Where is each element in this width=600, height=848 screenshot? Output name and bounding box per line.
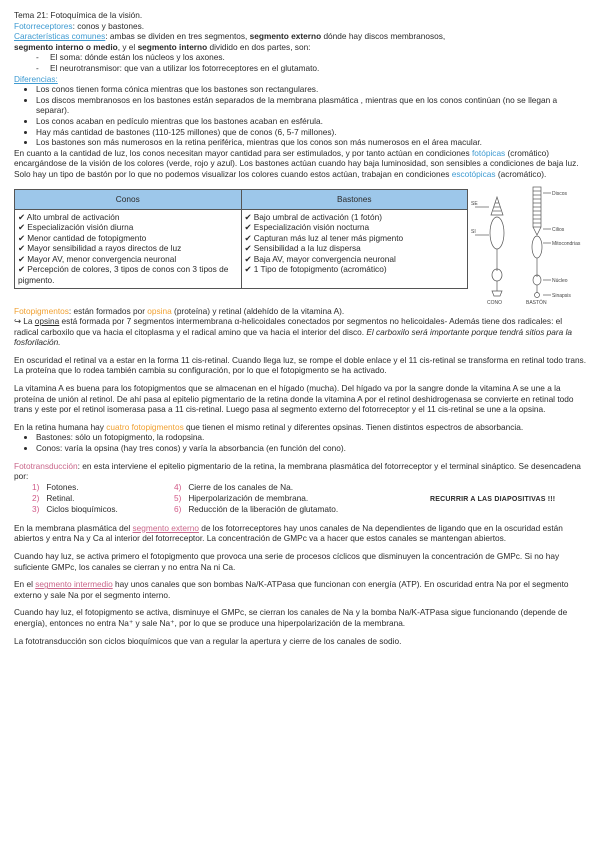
text-span: dónde hay discos membranosos,	[321, 31, 446, 42]
table-line: ✔ Especialización visión nocturna	[244, 222, 370, 233]
list-item: • Conos: varía la opsina (hay tres conos) y varía la absorbancia (en función del cono).	[36, 443, 586, 454]
list-item: - El neurotransmisor: que van a utilizar los fotorreceptores en el glutamato.	[50, 63, 586, 74]
segmento-intermedio-link: segmento intermedio	[35, 579, 113, 590]
intermedio-paragraph	[14, 579, 586, 600]
table-line: ✔ Especialización visión diurna	[18, 222, 134, 233]
table-line: ✔ Mayor AV, menor convergencia neuronal	[18, 253, 177, 264]
step-number: 6)	[174, 503, 182, 514]
table-line: ✔ Percepción de colores, 3 tipos de conos con 3 tipos de pigmento.	[18, 264, 229, 286]
bold-term: segmento interno	[137, 41, 208, 52]
figure-label: Mitocondrias	[552, 240, 581, 247]
step-number: 3)	[32, 503, 40, 514]
step-text: Ciclos bioquímicos.	[46, 503, 118, 514]
text-span: (cromático) encargándose de la visión de los colores (verde, rojo y azul). Los bastones actúan cuando hay baja luminosidad, son sensibles a condiciones de baja luz. Solo hay un tipo de bastón por lo que no podemos visualizar los colores cuando estos actúan, trabajan en condiciones	[14, 147, 579, 179]
text-span: dividido en dos partes, son:	[207, 41, 311, 52]
figure-label: CONO	[487, 299, 502, 305]
oscuridad-paragraph: En oscuridad el retinal va a estar en la forma 11 cis-retinal. Cuando llega luz, se rompe el doble enlace y el 11 cis-retinal se transforma en retinal todo trans. La proteína que lo rodea también cambia su configuración, por lo que el fotopigmento se ha activado.	[14, 354, 587, 376]
table-header-bastones: Bastones	[241, 189, 468, 209]
step-item	[174, 504, 338, 515]
figure-label: SE	[471, 200, 478, 207]
step-number: 2)	[32, 492, 40, 503]
diapositivas-note: RECURRIR A LAS DIAPOSITIVAS !!!	[430, 495, 556, 503]
text-span: En cuanto a la cantidad de luz, los conos necesitan mayor cantidad para ser estimulados, y por tanto actúan en condiciones	[14, 147, 472, 158]
text-span: hay unos canales que son bombas Na/K-ATPasa que funcionan con energía (ATP). En oscuridad entra Na por el segmento externo y sale Na por el segmento interno.	[14, 579, 569, 600]
text-span: En la retina humana hay	[14, 421, 107, 432]
fotopigmentos-line	[14, 306, 586, 317]
membrana-paragraph	[14, 523, 586, 544]
step-item	[32, 482, 79, 493]
list-item: • Hay más cantidad de bastones (110-125 millones) que de conos (6, 5-7 millones).	[36, 127, 586, 138]
fotopigmentos-label: Fotopigmentos	[14, 305, 69, 316]
table-line: ✔ Capturan más luz al tener más pigmento	[244, 232, 404, 243]
text-span: En el	[14, 579, 36, 590]
table-line: ✔ 1 Tipo de fotopigmento (acromático)	[244, 264, 387, 275]
vitamina-paragraph: La vitamina A es buena para los fotopigmentos que se almacenan en el hígado (mucha). Del hígado va por la sangre donde la vitamina A se une a la proteína de unión al retinol. De ahí pasa al epitelio pigmentario de la retina donde la vitamina A por el retinol deshidrogenasa se convierte en retinal todo trans y este por el retinol isomerasa pasa a 11 cis-retinal. Luego pasa al segmento externo del fotorreceptor y el 11 cis-retinal se une a la opsina.	[14, 383, 574, 415]
figure-label: Núcleo	[552, 277, 568, 284]
bold-term: segmento externo	[249, 31, 322, 42]
figure-label: SI	[471, 228, 476, 235]
italic-note: El carboxilo será importante porque tendrá sitios para la fosforilación.	[14, 326, 573, 348]
text-span: (proteína) y retinal (aldehído de la vitamina A).	[171, 305, 345, 316]
table-header-conos: Conos	[15, 189, 242, 209]
text-span: de los fotorreceptores hay unos canales de Na dependientes de ligando que en la oscuridad están abiertos y entra Na y Ca al interior del fotorreceptor. La concentración de GMPc va a hacer que estos canales se mantengan abiertos.	[14, 522, 563, 544]
conos-cell	[15, 209, 242, 288]
list-item: • Los bastones son más numerosos en la retina periférica, mientras que los conos son más numerosos en el área macular.	[36, 137, 586, 148]
step-item	[32, 504, 118, 515]
table-line: ✔ Alto umbral de activación	[18, 211, 120, 222]
bold-term: segmento interno o medio	[14, 41, 118, 52]
retina-list	[14, 432, 586, 453]
opsina-underlined: opsina	[34, 316, 60, 327]
text-span: : ambas se dividen en tres segmentos,	[105, 31, 250, 42]
cantidad-luz-paragraph	[14, 148, 586, 180]
page-title: Tema 21: Fotoquímica de la visión.	[14, 10, 143, 20]
rod-spherule	[535, 292, 540, 297]
step-item	[174, 493, 308, 504]
fototransduccion-steps	[32, 482, 586, 516]
diferencias-label: Diferencias:	[14, 73, 58, 84]
luz1-paragraph: Cuando hay luz, se activa primero el fotopigmento que provoca una serie de procesos cíclicos que disminuyen la concentración de GMPc. Si no hay suficiente GMPc, los canales se cierran y no entra Na ni Ca.	[14, 551, 560, 572]
opsina-term: opsina	[147, 305, 172, 316]
table-line: ✔ Bajo umbral de activación (1 fotón)	[244, 211, 382, 222]
arrow-text: ↪ La	[14, 316, 35, 327]
text-span: está formada por 7 segmentos intermembrana α-helicoidales conectados por segmentos no helicoidales- Además tiene dos radicales: el radical carboxilo que va hacia el citoplasma y el radical amino que va hacia el interior del disco.	[14, 316, 563, 337]
fotorreceptores-line	[14, 21, 586, 32]
fototransduccion-label: Fototransducción	[14, 460, 78, 471]
cone-inner-segment	[490, 217, 504, 249]
fotopicas-term: fotópicas	[472, 147, 506, 158]
rod-cilium	[533, 227, 541, 235]
table-line: ✔ Menor cantidad de fotopigmento	[18, 232, 147, 243]
retina-humana-paragraph	[14, 422, 586, 433]
fotorreceptores-label: Fotorreceptores	[14, 20, 73, 31]
fotorreceptores-text: : conos y bastones.	[72, 20, 145, 31]
list-item: • Los discos membranosos en los bastones están separados de la membrana plasmática , mientras que en los conos continúan (no se llegan a separar).	[36, 95, 586, 116]
step-text: Fotones.	[46, 481, 79, 492]
step-number: 1)	[32, 481, 40, 492]
list-item: • Bastones: sólo un fotopigmento, la rodopsina.	[36, 432, 586, 443]
table-line: ✔ Baja AV, mayor convergencia neuronal	[244, 253, 396, 264]
step-item	[174, 482, 293, 493]
luz2-paragraph: Cuando hay luz, el fotopigmento se activa, disminuye el GMPc, se cierran los canales de Na y la bomba Na/K-ATPasa sigue funcionando (depende de energía), entonces no entra Na⁺ y sale Na⁺, por lo que se produce una hiperpolarización de la membrana.	[14, 607, 568, 628]
segmento-externo-link: segmento externo	[132, 522, 199, 533]
step-number: 4)	[174, 481, 182, 492]
table-line: ✔ Mayor sensibilidad a rayos directos de luz	[18, 243, 182, 254]
opsina-paragraph	[14, 316, 586, 348]
text-span: que tienen el mismo retinal y diferentes opsinas. Tienen distintos espectros de absorbancia.	[183, 421, 524, 432]
step-number: 5)	[174, 492, 182, 503]
list-item: - El soma: dónde están los núcleos y los axones.	[50, 52, 586, 63]
caracteristicas-paragraph	[14, 31, 586, 52]
figure-label: Cilios	[552, 226, 565, 233]
text-span: (acromático).	[495, 168, 547, 179]
photoreceptor-figure	[471, 185, 589, 305]
table-section	[14, 189, 586, 305]
cone-pedicle	[492, 291, 502, 296]
bastones-cell	[241, 209, 468, 288]
fototransduccion-paragraph	[14, 461, 586, 482]
diferencias-list	[14, 84, 586, 148]
list-item: • Los conos tienen forma cónica mientras que los bastones son rectangulares.	[36, 84, 586, 95]
step-text: Reducción de la liberación de glutamato.	[188, 503, 339, 514]
document-page	[14, 10, 586, 646]
step-text: Hiperpolarización de membrana.	[188, 492, 309, 503]
table-line: ✔ Sensibilidad a la luz dispersa	[244, 243, 361, 254]
text-span: : están formados por	[68, 305, 148, 316]
cuatro-fotopigmentos: cuatro fotopigmentos	[106, 421, 184, 432]
comparison-table	[14, 189, 468, 289]
final-paragraph: La fototransducción son ciclos bioquímicos que van a regular la apertura y cierre de los canales de sodio.	[14, 635, 402, 646]
step-text: Cierre de los canales de Na.	[188, 481, 293, 492]
rod-inner-segment	[532, 236, 542, 258]
step-item	[32, 493, 74, 504]
cone-outer-segment	[491, 197, 503, 215]
text-span: : en esta interviene el epitelio pigmentario de la retina, la membrana plasmática del fotorreceptor y el terminal sináptico. Se desencadena por:	[14, 460, 581, 482]
figure-label: BASTÓN	[526, 299, 547, 305]
caracteristicas-list	[14, 52, 586, 73]
figure-label: Sinapsis	[552, 292, 571, 299]
list-item: • Los conos acaban en pedículo mientras que los bastones acaban en esférula.	[36, 116, 586, 127]
escotopicas-term: escotópicas	[451, 168, 496, 179]
caracteristicas-label: Características comunes	[14, 31, 106, 42]
text-span: , y el	[117, 41, 138, 52]
figure-label: Discos	[552, 190, 568, 197]
text-span: En la membrana plasmática del	[14, 522, 133, 533]
step-text: Retinal.	[46, 492, 75, 503]
